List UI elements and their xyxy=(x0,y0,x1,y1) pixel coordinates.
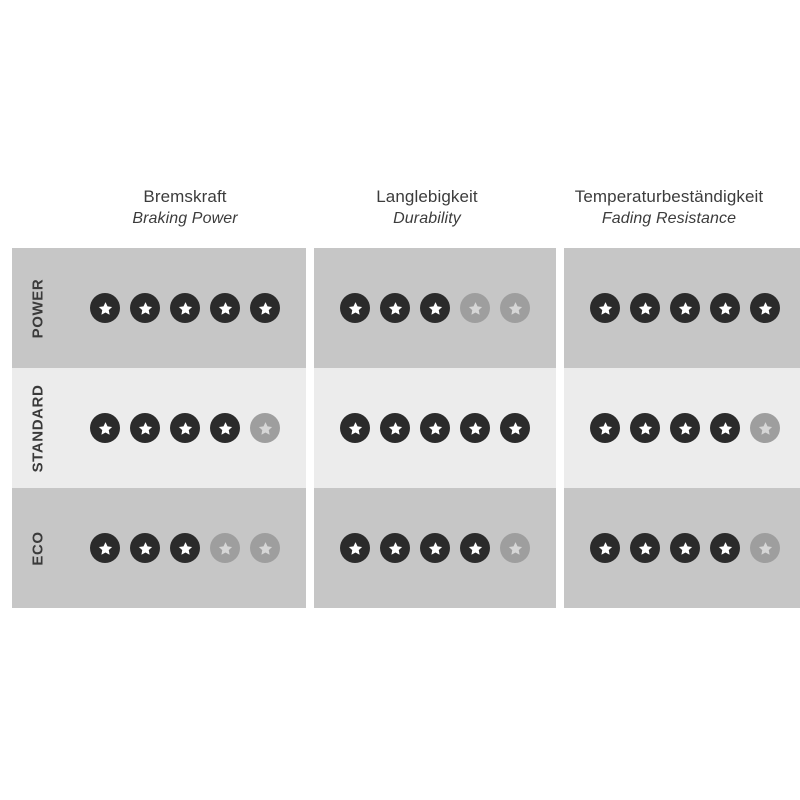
star-filled-icon xyxy=(90,293,120,323)
star-filled-icon xyxy=(590,293,620,323)
star-filled-icon xyxy=(90,413,120,443)
column-header-de: Temperaturbeständigkeit xyxy=(574,187,764,206)
star-filled-icon xyxy=(130,413,160,443)
star-filled-icon xyxy=(710,293,740,323)
rating-cell-eco-braking-power xyxy=(64,488,306,608)
table-row xyxy=(12,368,800,488)
star-filled-icon xyxy=(630,413,660,443)
column-gap xyxy=(556,368,564,488)
star-filled-icon xyxy=(130,293,160,323)
star-filled-icon xyxy=(460,533,490,563)
column-gap xyxy=(556,488,564,608)
star-filled-icon xyxy=(90,533,120,563)
star-filled-icon xyxy=(380,413,410,443)
star-filled-icon xyxy=(170,413,200,443)
star-filled-icon xyxy=(630,293,660,323)
column-header-braking-power xyxy=(64,186,306,246)
star-filled-icon xyxy=(170,533,200,563)
row-label-text: ECO xyxy=(29,530,47,566)
star-filled-icon xyxy=(170,293,200,323)
star-filled-icon xyxy=(340,413,370,443)
star-filled-icon xyxy=(710,413,740,443)
star-filled-icon xyxy=(210,293,240,323)
star-filled-icon xyxy=(670,533,700,563)
star-empty-icon xyxy=(750,533,780,563)
star-filled-icon xyxy=(130,533,160,563)
rating-cell-eco-fading-resistance xyxy=(564,488,800,608)
row-label-standard xyxy=(12,368,64,488)
rating-cell-standard-fading-resistance xyxy=(564,368,800,488)
rating-cell-eco-durability xyxy=(314,488,556,608)
star-filled-icon xyxy=(250,293,280,323)
star-empty-icon xyxy=(250,533,280,563)
column-header-en: Braking Power xyxy=(132,210,238,228)
rating-cell-standard-durability xyxy=(314,368,556,488)
column-header-de: Bremskraft xyxy=(143,187,227,206)
column-gap xyxy=(306,488,314,608)
star-filled-icon xyxy=(460,413,490,443)
star-filled-icon xyxy=(710,533,740,563)
star-filled-icon xyxy=(630,533,660,563)
star-filled-icon xyxy=(380,533,410,563)
rating-cell-power-durability xyxy=(314,248,556,368)
rating-cell-power-fading-resistance xyxy=(564,248,800,368)
star-filled-icon xyxy=(420,533,450,563)
row-cells xyxy=(64,488,800,608)
rating-cell-power-braking-power xyxy=(64,248,306,368)
star-filled-icon xyxy=(670,293,700,323)
row-label-text: STANDARD xyxy=(29,384,47,472)
star-filled-icon xyxy=(670,413,700,443)
star-filled-icon xyxy=(500,413,530,443)
star-empty-icon xyxy=(500,293,530,323)
column-header-fading-resistance xyxy=(548,186,790,246)
star-empty-icon xyxy=(750,413,780,443)
star-filled-icon xyxy=(340,533,370,563)
row-cells xyxy=(64,368,800,488)
table-row xyxy=(12,488,800,608)
row-cells xyxy=(64,248,800,368)
star-empty-icon xyxy=(250,413,280,443)
column-gap xyxy=(306,248,314,368)
column-header-en: Durability xyxy=(393,210,461,228)
rating-cell-standard-braking-power xyxy=(64,368,306,488)
star-filled-icon xyxy=(590,533,620,563)
star-empty-icon xyxy=(460,293,490,323)
star-filled-icon xyxy=(420,293,450,323)
table-row xyxy=(12,248,800,368)
row-label-text: POWER xyxy=(29,278,47,338)
star-filled-icon xyxy=(340,293,370,323)
column-header-durability xyxy=(306,186,548,246)
star-filled-icon xyxy=(750,293,780,323)
star-filled-icon xyxy=(420,413,450,443)
column-gap xyxy=(306,368,314,488)
rating-grid xyxy=(12,248,800,608)
star-filled-icon xyxy=(210,413,240,443)
column-gap xyxy=(556,248,564,368)
star-filled-icon xyxy=(590,413,620,443)
star-empty-icon xyxy=(500,533,530,563)
row-label-power xyxy=(12,248,64,368)
column-header-en: Fading Resistance xyxy=(601,210,737,228)
row-label-eco xyxy=(12,488,64,608)
column-header-row xyxy=(64,186,792,246)
column-header-de: Langlebigkeit xyxy=(376,187,478,206)
star-filled-icon xyxy=(380,293,410,323)
star-empty-icon xyxy=(210,533,240,563)
